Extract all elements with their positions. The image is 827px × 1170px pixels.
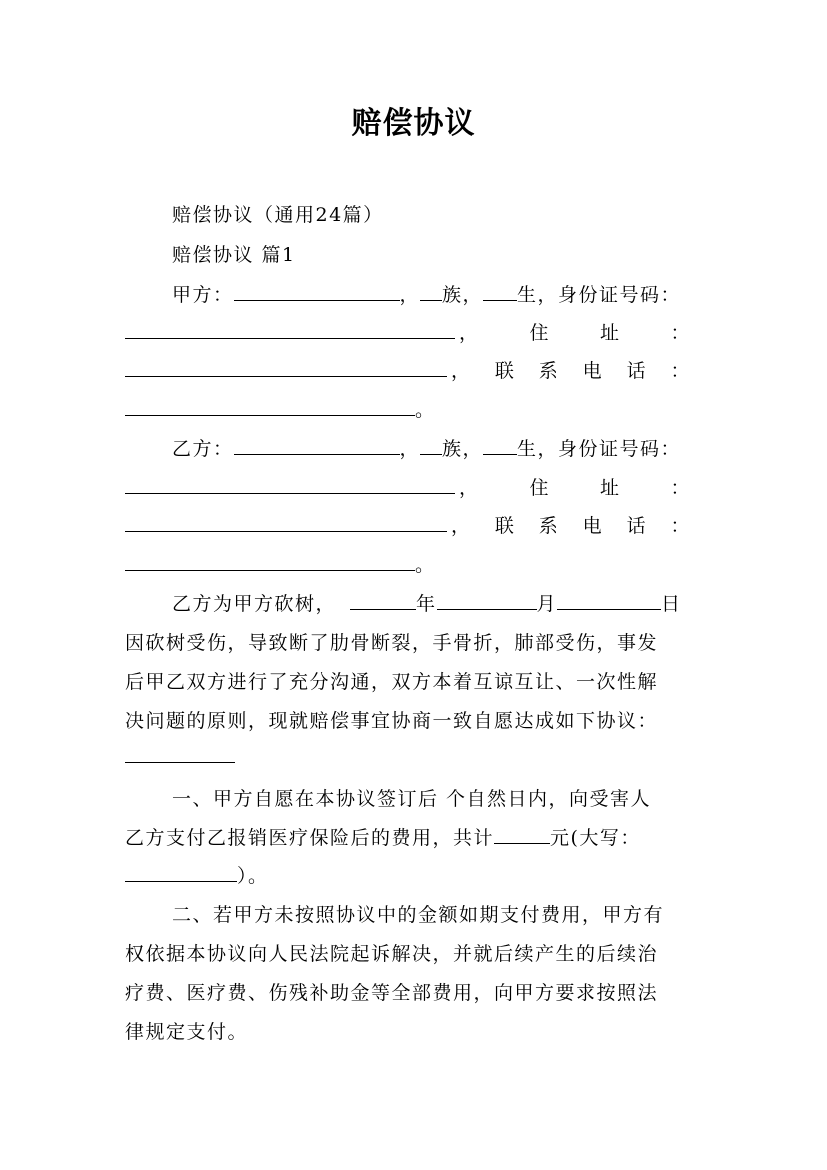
party-a-id-blank: [125, 320, 455, 339]
party-b-address-blank: [125, 513, 447, 532]
party-a-label: 甲方：: [172, 284, 234, 306]
party-b-address-label: ， 住 址 ：: [459, 477, 691, 499]
party-b-birth-blank: [483, 436, 517, 455]
party-b-line-3: [125, 511, 705, 538]
amount-blank: [494, 825, 550, 844]
para2-line-1: 一、甲方自愿在本协议签订后 个自然日内，向受害人: [172, 788, 652, 810]
party-a-ethnicity-label: 族，: [442, 284, 484, 306]
year-blank: [350, 591, 416, 610]
party-b-id-blank: [125, 475, 455, 494]
para3-line-4: 律规定支付。: [125, 1021, 249, 1043]
para2-line-2: 乙方支付乙报销医疗保险后的费用，共计 元(大写：: [125, 827, 641, 849]
party-a-id-label: 生，身份证号码：: [517, 284, 682, 306]
para1-line-2: 因砍树受伤，导致断了肋骨断裂，手骨折，肺部受伤，事发: [125, 632, 659, 654]
party-a-ethnicity-blank: [420, 282, 442, 301]
party-b-phone-blank: [125, 552, 415, 571]
party-b-sep: ，: [399, 438, 421, 460]
party-b-line-1: [172, 434, 705, 461]
party-a-sep: ，: [399, 284, 421, 306]
para1-line-3: 后甲乙双方进行了充分沟通，双方本着互谅互让、一次性解: [125, 671, 659, 693]
party-a-birth-blank: [483, 282, 517, 301]
party-b-id-label: 生，身份证号码：: [517, 438, 682, 460]
para3-line-2: 权依据本协议向人民法院起诉解决，并就后续产生的后续治: [125, 943, 659, 965]
party-b-name-blank: [234, 436, 400, 455]
party-a-address-blank: [125, 358, 447, 377]
para1-line-1: 乙方为甲方砍树， 年 月 日: [172, 593, 682, 615]
party-b-ethnicity-label: 族，: [442, 438, 484, 460]
party-a-address-label: ， 住 址 ：: [459, 322, 691, 344]
day-blank: [557, 591, 661, 610]
para2-line-3: ）。: [125, 861, 705, 888]
party-b-ethnicity-blank: [420, 436, 442, 455]
document-title: 赔偿协议: [351, 106, 476, 141]
party-a-line-1: [172, 280, 705, 307]
party-b-line-2: [125, 473, 705, 500]
agreement-blank: [125, 744, 235, 763]
para1-line-5: [125, 744, 705, 768]
para1-line-4: 决问题的原则，现就赔偿事宜协商一致自愿达成如下协议：: [125, 710, 659, 732]
party-b-label: 乙方：: [172, 438, 234, 460]
party-a-phone-label: ， 联 系 电 话 ：: [451, 360, 691, 382]
month-blank: [437, 591, 537, 610]
para3-line-3: 疗费、医疗费、伤残补助金等全部费用，向甲方要求按照法: [125, 982, 659, 1004]
party-a-line-2: [125, 318, 705, 345]
party-a-phone-blank: [125, 397, 415, 416]
para3-line-1: 二、若甲方未按照协议中的金额如期支付费用，甲方有: [172, 904, 665, 926]
document-subtitle: 赔偿协议（通用24篇）: [172, 204, 384, 226]
party-b-phone-label: ， 联 系 电 话 ：: [451, 515, 691, 537]
party-a-name-blank: [234, 282, 400, 301]
party-a-line-4: 。: [125, 395, 705, 422]
party-a-line-3: [125, 356, 705, 383]
section-heading: 赔偿协议 篇1: [172, 244, 296, 266]
amount-words-blank: [125, 863, 237, 882]
party-b-line-4: 。: [125, 550, 705, 577]
